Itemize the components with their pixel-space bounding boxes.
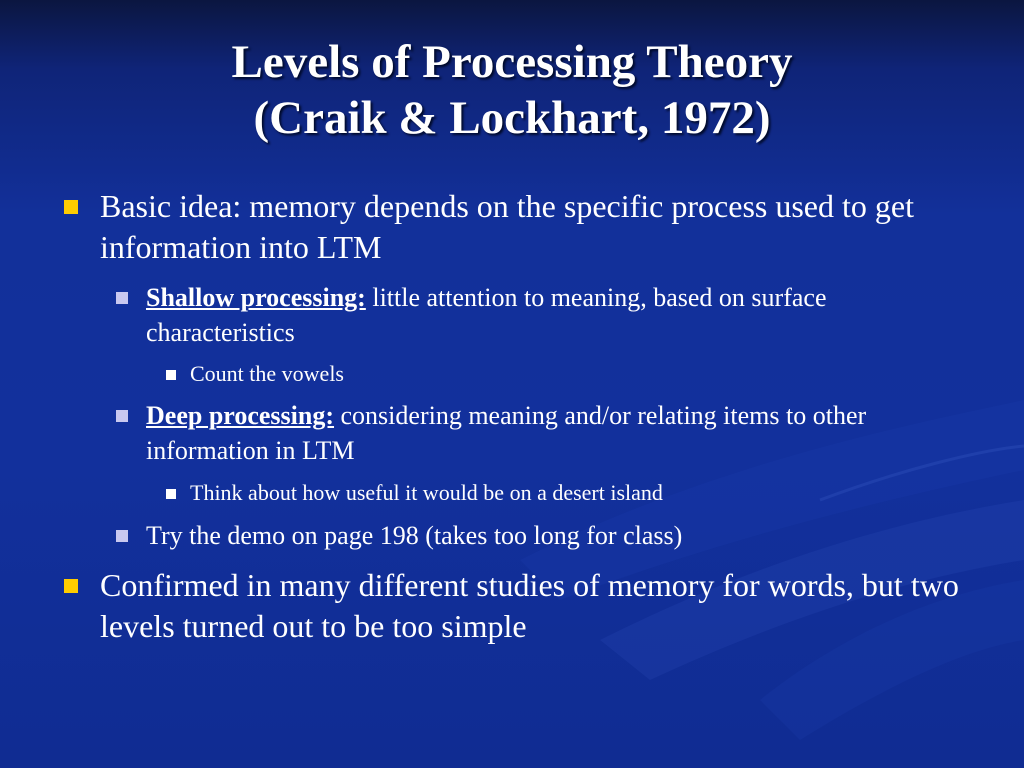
- shallow-processing-desc: little attention to meaning, based on surface characteristics: [146, 283, 827, 347]
- bullet-level3-marker: [166, 489, 176, 499]
- bullet-shallow-processing: [146, 280, 946, 350]
- bullet-level2-marker: [116, 410, 128, 422]
- bullet-level1-marker: [64, 579, 78, 593]
- bullet-desert-island: Think about how useful it would be on a desert island: [190, 480, 663, 505]
- bullet-level2-marker: [116, 292, 128, 304]
- term-shallow-processing: Shallow processing:: [146, 283, 366, 312]
- title-line-2: (Craik & Lockhart, 1972): [253, 92, 771, 144]
- bullet-level3-marker: [166, 370, 176, 380]
- bullet-basic-idea: Basic idea: memory depends on the specific process used to get information into LTM: [100, 188, 914, 265]
- slide-title: [0, 34, 1024, 146]
- title-line-1: Levels of Processing Theory: [231, 36, 793, 88]
- bullet-deep-processing: [146, 398, 946, 468]
- bullet-level1-marker: [64, 200, 78, 214]
- deep-processing-desc: considering meaning and/or relating items to other information in LTM: [146, 401, 867, 465]
- bullet-level2-marker: [116, 530, 128, 542]
- term-deep-processing: Deep processing:: [146, 401, 335, 430]
- bullet-try-demo: Try the demo on page 198 (takes too long for class): [146, 521, 683, 550]
- bullet-count-vowels: Count the vowels: [190, 361, 344, 386]
- bullet-confirmed: Confirmed in many different studies of memory for words, but two levels turned out to be too simple: [100, 567, 959, 644]
